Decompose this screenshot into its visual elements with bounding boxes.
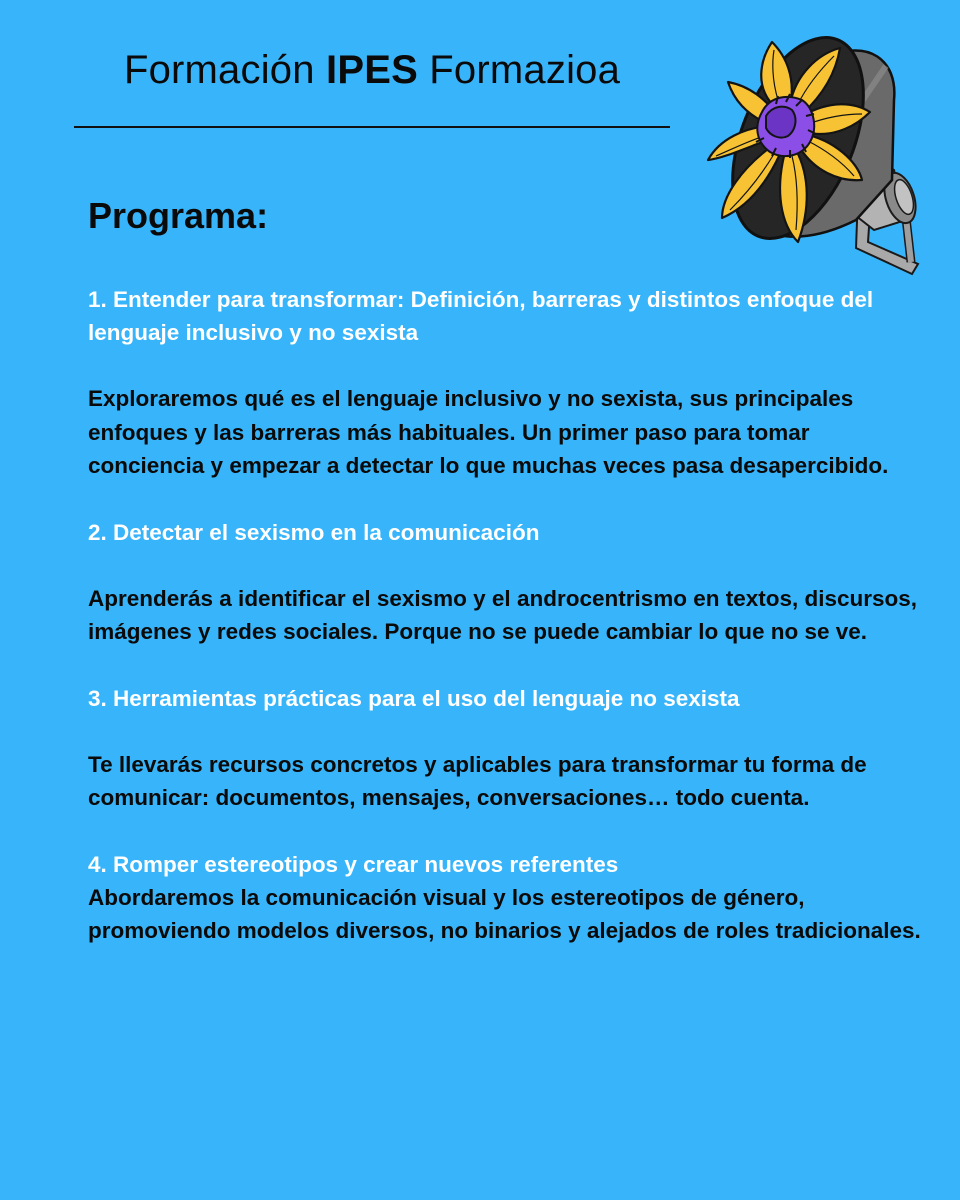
section-heading-2: 2. Detectar el sexismo en la comunicación — [88, 519, 540, 545]
program-content — [88, 190, 928, 948]
section-heading-3: 3. Herramientas prácticas para el uso del lenguaje no sexista — [88, 685, 740, 711]
page-title — [74, 48, 670, 93]
section-body-1: Exploraremos qué es el lenguaje inclusivo y no sexista, sus principales enfoques y las barreras más habituales. Un primer paso para tomar conciencia y empezar a detectar lo que muchas veces pasa desapercibido. — [88, 386, 889, 478]
title-right: Formazioa — [429, 48, 621, 92]
header-divider — [74, 126, 670, 128]
section-body-4: Abordaremos la comunicación visual y los estereotipos de género, promoviendo modelos diversos, no binarios y alejados de roles tradicionales. — [88, 884, 921, 943]
program-title: Programa: — [88, 195, 269, 236]
section-body-3: Te llevarás recursos concretos y aplicables para transformar tu forma de comunicar: documentos, mensajes, conversaciones… todo cuenta. — [88, 751, 867, 810]
section-heading-4: 4. Romper estereotipos y crear nuevos referentes — [88, 851, 619, 877]
title-brand: IPES — [326, 48, 418, 92]
title-left: Formación — [123, 48, 315, 92]
section-body-2: Aprenderás a identificar el sexismo y el androcentrismo en textos, discursos, imágenes y redes sociales. Porque no se puede cambiar lo que no se ve. — [88, 585, 918, 644]
section-heading-1: 1. Entender para transformar: Definición, barreras y distintos enfoque del lenguaje inclusivo y no sexista — [88, 287, 874, 345]
